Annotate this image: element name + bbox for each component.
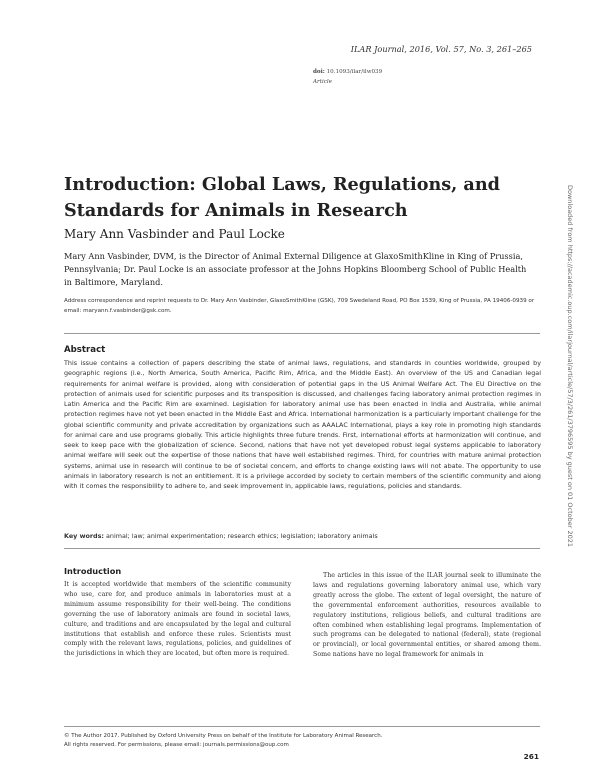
author-list: Mary Ann Vasbinder and Paul Locke (64, 227, 285, 241)
article-title: Introduction: Global Laws, Regulations, and Standards for Animals in Research (64, 174, 500, 221)
introduction-heading: Introduction (64, 566, 122, 576)
keywords-line (64, 532, 541, 540)
doi-label: doi: (313, 69, 325, 75)
author-affiliation: Mary Ann Vasbinder, DVM, is the Director of Animal External Diligence at GlaxoSmithKline in King of Prussia, Pennsylvania; Dr. Paul Locke is an associate professor at the Johns Hopkins Bloomberg School of Public Health in Baltimore, Maryland. (64, 251, 527, 288)
abstract-body: This issue contains a collection of papers describing the state of animal laws, regulations, and standards in counties worldwide, grouped by geographic regions (i.e., North America, South America, Pacific Rim, Africa, and the Middle East). An overview of the US and Canadian legal requirements for animal welfare is provided, along with consideration of potential gaps in the US Animal Welfare Act. The EU Directive on the protection of animals used for scientific purposes and its transposition is discussed, and challenges facing laboratory animal protection regimes in Latin America and the Pacific Rim are examined. Legislation for laboratory animal use has been enacted in India and Australia, while animal protection regimes have not yet been enacted in the Middle East and Africa. International harmonization is a particularly important challenge for the global scientific community and private accreditation by organizations such as AAALAC International, plays a key role in promoting high standards for animal care and use programs globally. This article highlights three future trends. First, international efforts at harmonization will continue, and seek to keep pace with the globalization of science. Second, nations that have not yet developed robust legal systems applicable to laboratory animal welfare will seek out the expertise of those nations that have well established regimes. Third, for countries with mature animal protection systems, animal use in research will continue to be of societal concern, and efforts to change existing laws will not abate. The opportunity to use animals in laboratory research is not an entitlement. It is a privilege accorded by society to certain members of the scientific community and along with it comes the responsibility to adhere to, and seek improvement in, applicable laws, regulations, policies and standards. (64, 359, 541, 490)
download-watermark: Downloaded from https://academic.oup.com/ilarjournal/article/57/3/261/3796595 by guest on 01 October 2021 (566, 185, 574, 548)
abstract-top-rule (64, 333, 540, 334)
abstract-bottom-rule (64, 548, 540, 549)
article-type: Article (313, 79, 332, 85)
keywords-label: Key words: (64, 532, 104, 540)
intro-left-column: It is accepted worldwide that members of the scientific community who use, care for, and produce animals in laboratories must at a minimum assume responsibility for their well-being. The conditions governing the use of laboratory animals are found in societal laws, culture, and traditions and are encapsulated by the legal and cultural institutions that establish and enforce these rules. Scientists must comply with the relevant laws, regulations, policies, and guidelines of the jurisdictions in which they are located, but often more is required. (64, 581, 291, 658)
journal-citation: ILAR Journal, 2016, Vol. 57, No. 3, 261–265 (350, 44, 532, 54)
correspondence-note: Address correspondence and reprint requests to Dr. Mary Ann Vasbinder, GlaxoSmithKline (GSK), 709 Swedeland Road, PO Box 1539, King of Prussia, PA 19406-0939 or email: maryann.f.vasbinder@gsk.com. (64, 298, 535, 315)
keywords-list: animal; law; animal experimentation; research ethics; legislation; laboratory animals (103, 532, 378, 540)
permissions-line: All rights reserved. For permissions, please email: journals.permissions@oup.com (64, 742, 289, 748)
footer-rule (64, 726, 540, 727)
copyright-footer (64, 732, 484, 750)
copyright-line: © The Author 2017. Published by Oxford University Press on behalf of the Institute for Laboratory Animal Research. (64, 733, 383, 739)
doi-link[interactable]: 10.1093/ilar/ilw039 (326, 69, 383, 75)
abstract-heading: Abstract (64, 345, 106, 355)
doi-line (313, 69, 382, 75)
intro-right-column: The articles in this issue of the ILAR journal seek to illuminate the laws and regulations governing laboratory animal use, which vary greatly across the globe. The extent of legal oversight, the nature of the governmental enforcement authorities, resources available to regulatory institutions, religious beliefs, and cultural traditions are often combined when establishing legal programs. Implementation of such programs can be delegated to national (federal), state (regional or provincial), or local governmental entities, or shared among them. Some nations have no legal framework for animals in (313, 572, 541, 659)
page-number: 261 (523, 752, 539, 761)
